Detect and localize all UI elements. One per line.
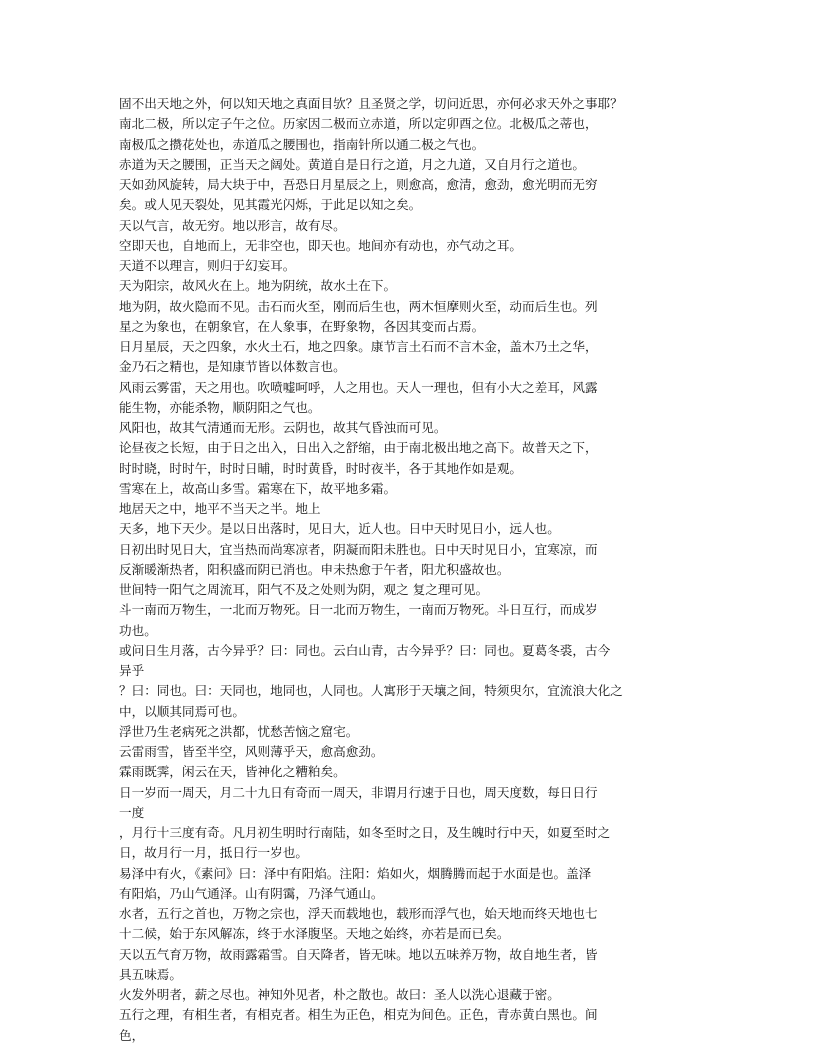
text-line: 反渐暖渐热者，阳积盛而阴已消也。申未热愈于午者，阳尤积盛故也。 bbox=[119, 561, 510, 577]
text-line: 时时晓，时时午，时时日晡，时时黄昏，时时夜半，各于其地作如是观。 bbox=[119, 460, 522, 476]
text-line: 异乎 bbox=[119, 663, 145, 678]
text-line: 论昼夜之长短，由于日之出入，日出入之舒缩，由于南北极出地之高下。故普天之下， bbox=[119, 440, 598, 456]
text-line: 赤道为天之腰围，正当天之阔处。黄道自是日行之道，月之九道，又自月行之道也。 bbox=[119, 156, 585, 172]
text-line: 色， bbox=[119, 1027, 145, 1043]
text-line: 天多，地下天少。是以日出落时，见日大，近人也。日中天时见日小，远人也。 bbox=[119, 521, 560, 537]
text-line: 地为阴，故火隐而不见。击石而火至，刚而后生也，两木恒摩则火至，动而后生也。列 bbox=[119, 298, 598, 314]
text-line: 中，以顺其同焉可也。 bbox=[119, 703, 245, 719]
text-line: 日一岁而一周天，月二十九日有奇而一周天，非谓月行速于日也，周天度数，每日日行 bbox=[119, 784, 598, 800]
text-line: ，月行十三度有奇。凡月初生明时行南陆，如冬至时之日，及生魄时行中天，如夏至时之 bbox=[119, 825, 611, 840]
text-line: 能生物，亦能杀物，顺阴阳之气也。 bbox=[119, 399, 321, 415]
text-line: ？曰：同也。曰：天同也，地同也，人同也。人寓形于天壤之间，特须臾尔，宜流浪大化之 bbox=[119, 683, 623, 699]
text-line: 固不出天地之外，何以知天地之真面目欤？且圣贤之学，切问近思，亦何必求天外之事耶？ bbox=[119, 96, 623, 111]
text-line: 霖雨既霁，闲云在天，皆神化之糟粕矣。 bbox=[119, 764, 346, 780]
text-line: 火发外明者，薪之尽也。神知外见者，朴之散也。故曰：圣人以洗心退藏于密。 bbox=[119, 987, 560, 1002]
text-line: 天道不以理言，则归于幻妄耳。 bbox=[119, 258, 296, 273]
document-body bbox=[119, 94, 689, 1046]
text-line: 矣。或人见天裂处，见其霞光闪烁，于此足以知之矣。 bbox=[119, 197, 422, 213]
text-line: 天以五气育万物，故雨露霜雪。自天降者，皆无味。地以五味养万物，故自地生者，皆 bbox=[119, 946, 598, 962]
text-line: 水者，五行之首也，万物之宗也，浮天而载地也，载形而浮气也，始天地而终天地也七 bbox=[119, 906, 598, 921]
text-line: 地居天之中，地平不当天之半。地上 bbox=[119, 501, 321, 516]
text-line: 日，故月行一月，抵日行一岁也。 bbox=[119, 845, 308, 861]
text-line: 日初出时见日大，宜当热而尚寒凉者，阴凝而阳未胜也。日中天时见日小，宜寒凉，而 bbox=[119, 541, 598, 557]
text-line: 雪寒在上，故高山多雪。霜寒在下，故平地多霜。 bbox=[119, 480, 397, 496]
text-line: 斗一南而万物生，一北而万物死。日一北而万物生，一南而万物死。斗日互行，而成岁 bbox=[119, 602, 598, 618]
text-line: 天如劲风旋转，局大块于中，吾恐日月星辰之上，则愈高，愈清，愈劲，愈光明而无穷 bbox=[119, 177, 598, 192]
text-line: 十二候，始于东风解冻，终于水泽腹坚。天地之始终，亦若是而已矣。 bbox=[119, 926, 510, 942]
text-line: 星之为象也，在朝象官，在人象事，在野象物，各因其变而占焉。 bbox=[119, 318, 485, 334]
text-line: 易泽中有火，《素问》曰：泽中有阳焰。注阳：焰如火，烟腾腾而起于水面是也。盖泽 bbox=[119, 865, 592, 881]
text-line: 空即天也，自地而上，无非空也，即天也。地间亦有动也，亦气动之耳。 bbox=[119, 237, 522, 253]
text-line: 天以气言，故无穷。地以形言，故有尽。 bbox=[119, 217, 346, 233]
text-line: 风阳也，故其气清通而无形。云阴也，故其气昏浊而可见。 bbox=[119, 420, 447, 435]
text-line: 金乃石之精也，是知康节皆以体数言也。 bbox=[119, 359, 346, 375]
text-line: 世间特一阳气之周流耳，阳气不及之处则为阴，观之 复之理可见。 bbox=[119, 582, 489, 597]
text-line: 日月星辰，天之四象，水火土石，地之四象。康节言土石而不言木金，盖木乃土之华， bbox=[119, 339, 598, 354]
text-line: 五行之理，有相生者，有相克者。相生为正色，相克为间色。正色，青赤黄白黑也。间 bbox=[119, 1007, 598, 1023]
text-line: 具五味焉。 bbox=[119, 966, 182, 982]
text-line: 南极瓜之攒花处也，赤道瓜之腰围也，指南针所以通二极之气也。 bbox=[119, 136, 485, 152]
text-line: 浮世乃生老病死之洪都，忧愁苦恼之窟宅。 bbox=[119, 723, 359, 739]
text-line: 天为阳宗，故风火在上。地为阴统，故水土在下。 bbox=[119, 278, 397, 294]
text-line: 或问日生月落，古今异乎？曰：同也。云白山青，古今异乎？曰：同也。夏葛冬裘，古今 bbox=[119, 642, 611, 658]
text-line: 一度 bbox=[119, 804, 145, 820]
text-line: 有阳焰，乃山气通泽。山有阴霭，乃泽气通山。 bbox=[119, 885, 384, 901]
text-line: 南北二极，所以定子午之位。历家因二极而立赤道，所以定卯酉之位。北极瓜之蒂也， bbox=[119, 116, 598, 132]
text-line: 云雷雨雪，皆至半空，风则薄乎天，愈高愈劲。 bbox=[119, 744, 384, 759]
text-line: 风雨云雾雷，天之用也。吹喷嘘呵呼，人之用也。天人一理也，但有小大之差耳，风露 bbox=[119, 379, 598, 395]
text-line: 功也。 bbox=[119, 622, 157, 638]
